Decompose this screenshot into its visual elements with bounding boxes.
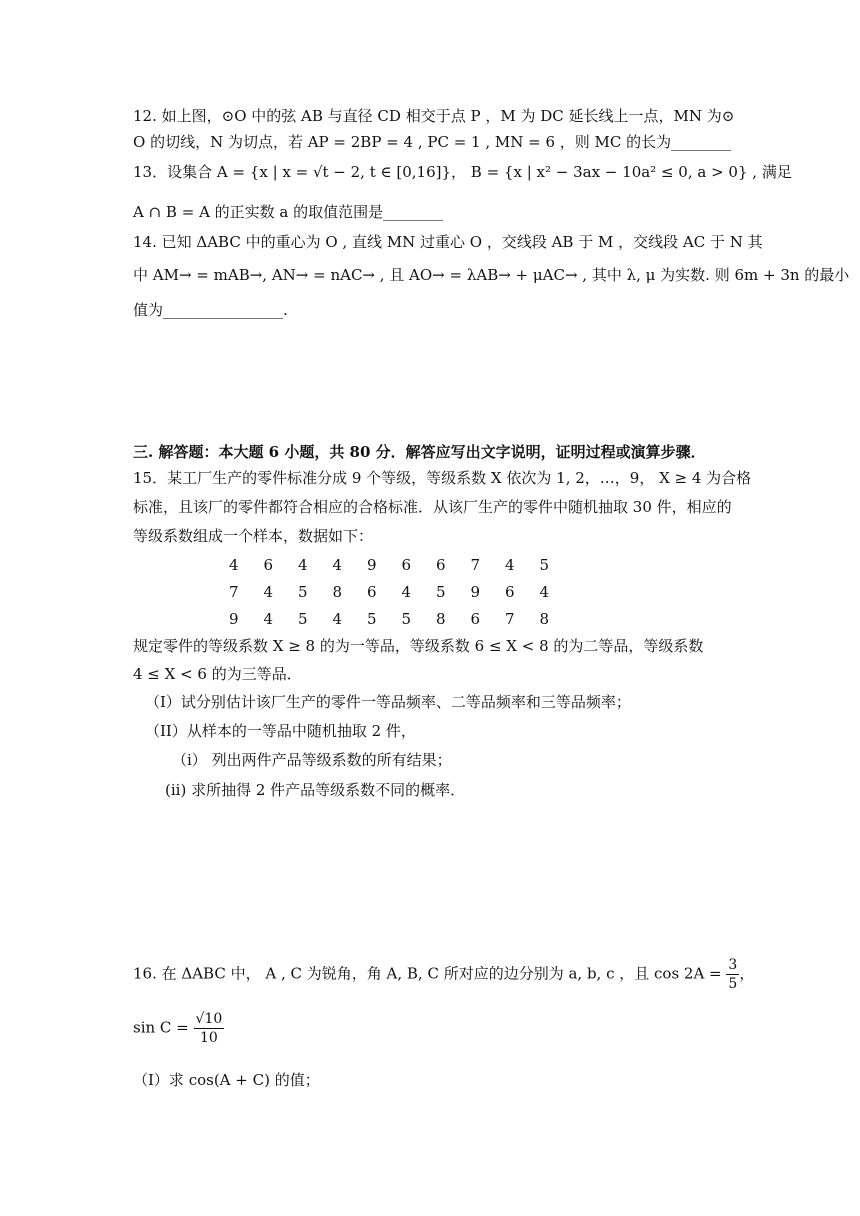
q15-part-2: （II）从样本的一等品中随机抽取 2 件， (145, 722, 416, 740)
sin-label: sin C = (133, 1018, 189, 1037)
data-cell: 5 (436, 583, 446, 601)
data-cell: 4 (263, 610, 274, 628)
data-row-2 (229, 582, 574, 602)
data-cell: 4 (263, 583, 274, 601)
data-cell: 6 (263, 556, 274, 574)
data-cell: 5 (298, 583, 308, 601)
data-cell: 8 (436, 610, 446, 628)
data-cell: 7 (470, 556, 481, 574)
data-cell: 6 (505, 583, 515, 601)
data-cell: 5 (298, 610, 308, 628)
q15-line-1: 15．某工厂生产的零件标准分成 9 个等级，等级系数 X 依次为 1, 2，…，9， X ≥ 4 为合格 (133, 469, 752, 487)
data-cell: 6 (470, 610, 481, 628)
cos-fraction (726, 956, 739, 993)
data-cell: 4 (298, 556, 308, 574)
q15-line-2: 标准，且该厂的零件都符合相应的合格标准．从该厂生产的零件中随机抽取 30 件，相应的 (133, 498, 732, 516)
data-row-3 (229, 609, 574, 629)
data-cell: 4 (401, 583, 412, 601)
section-3-heading: 三. 解答题：本大题 6 小题，共 80 分．解答应写出文字说明，证明过程或演算步骤． (133, 443, 706, 461)
data-cell: 4 (332, 556, 343, 574)
cos-fraction-denominator: 5 (728, 976, 738, 992)
q14-line-2: 中 AM→ = mAB→, AN→ = nAC→ , 且 AO→ = λAB→ + μAC→ , 其中 λ, μ 为实数. 则 6m + 3n 的最小 (133, 266, 850, 284)
q15-part-2-i: （i） 列出两件产品等级系数的所有结果； (172, 751, 452, 769)
data-cell: 4 (229, 556, 239, 574)
data-cell: 7 (505, 610, 515, 628)
data-cell: 7 (229, 583, 239, 601)
q12-line-2: O 的切线，N 为切点，若 AP = 2BP = 4 , PC = 1 , MN = 6 ，则 MC 的长为________ (133, 133, 732, 151)
q16-line-1-text: 16. 在 ΔABC 中， A , C 为锐角，角 A, B, C 所对应的边分别为 a, b, c ，且 cos 2A = (133, 964, 722, 983)
data-cell: 5 (367, 610, 377, 628)
data-cell: 4 (332, 610, 343, 628)
q15-line-4: 规定零件的等级系数 X ≥ 8 的为一等品，等级系数 6 ≤ X < 8 的为二等品，等级系数 (133, 637, 704, 655)
data-cell: 9 (470, 583, 481, 601)
q16-comma: ， (739, 964, 755, 983)
sin-fraction (194, 1010, 225, 1047)
q14-line-1: 14. 已知 ΔABC 中的重心为 O , 直线 MN 过重心 O ，交线段 AB 于 M ，交线段 AC 于 N 其 (133, 233, 763, 251)
data-row-1 (229, 555, 574, 575)
data-cell: 8 (332, 583, 343, 601)
q15-part-1: （I）试分别估计该厂生产的零件一等品频率、二等品频率和三等品频率； (145, 693, 631, 711)
q13-line-1: 13．设集合 A = {x | x = √t − 2, t ∈ [0,16]}， B = {x | x² − 3ax − 10a² ≤ 0, a > 0} , 满足 (133, 163, 792, 181)
sin-fraction-denominator: 10 (199, 1030, 218, 1046)
data-cell: 6 (436, 556, 446, 574)
q15-part-2-ii: (ii) 求所抽得 2 件产品等级系数不同的概率． (165, 781, 466, 799)
data-cell: 8 (539, 610, 550, 628)
data-cell: 6 (367, 583, 377, 601)
q15-line-3: 等级系数组成一个样本，数据如下： (133, 527, 374, 545)
data-cell: 4 (539, 583, 550, 601)
q16-line-1 (133, 956, 754, 993)
q13-line-2: A ∩ B = A 的正实数 a 的取值范围是________ (133, 203, 444, 221)
sin-fraction-numerator: √10 (195, 1011, 223, 1027)
q15-line-5: 4 ≤ X < 6 的为三等品． (133, 665, 302, 683)
q16-line-2 (133, 1010, 224, 1047)
data-cell: 9 (229, 610, 239, 628)
data-cell: 5 (539, 556, 550, 574)
data-cell: 4 (505, 556, 515, 574)
data-cell: 9 (367, 556, 377, 574)
data-cell: 5 (401, 610, 412, 628)
q12-line-1: 12. 如上图，⊙O 中的弦 AB 与直径 CD 相交于点 P ，M 为 DC 延长线上一点，MN 为⊙ (133, 107, 735, 125)
cos-fraction-numerator: 3 (728, 957, 738, 973)
q16-part-1: （I）求 cos(A + C) 的值； (133, 1071, 320, 1089)
data-cell: 6 (401, 556, 412, 574)
q14-line-3: 值为________________. (133, 301, 288, 319)
